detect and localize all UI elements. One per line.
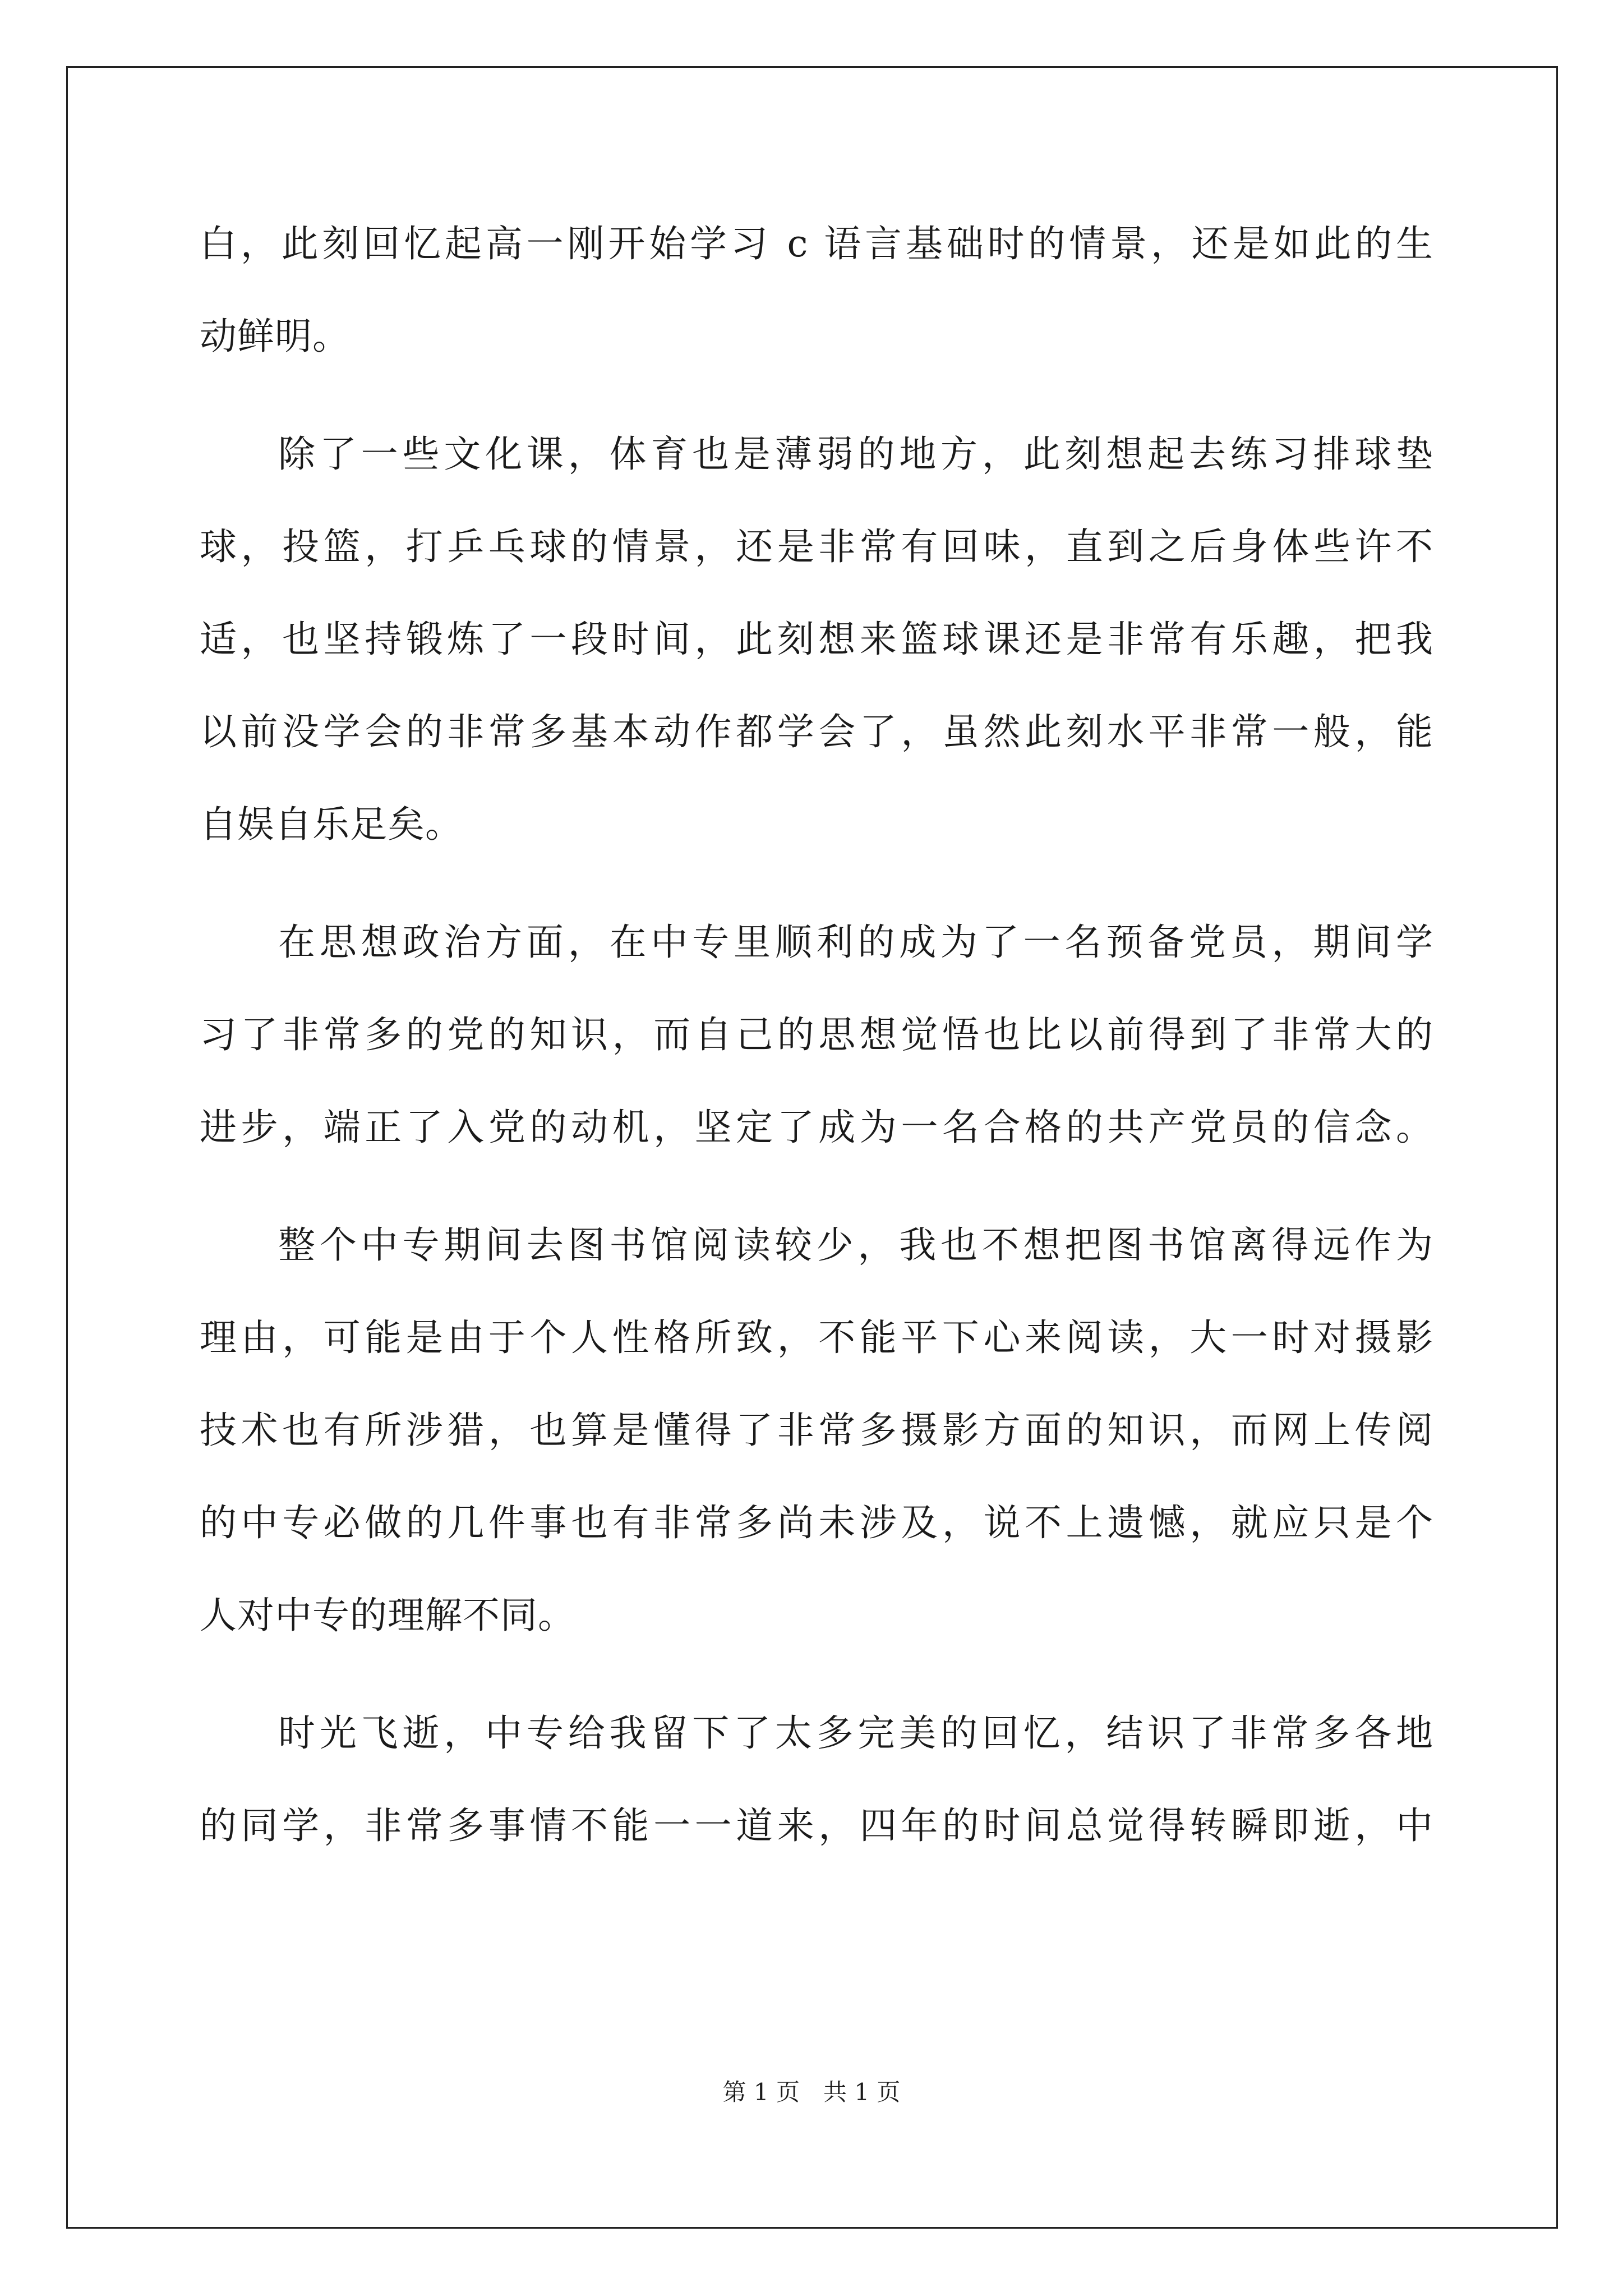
- text-line: 以前没学会的非常多基本动作都学会了，虽然此刻水平非常一般，能: [200, 710, 1433, 753]
- text-line: 习了非常多的党的知识，而自己的思想觉悟也比以前得到了非常大的: [200, 1013, 1433, 1056]
- text-line: 整个中专期间去图书馆阅读较少，我也不想把图书馆离得远作为: [278, 1223, 1433, 1267]
- text-line: 适，也坚持锻炼了一段时间，此刻想来篮球课还是非常有乐趣，把我: [200, 618, 1433, 661]
- text-line: 人对中专的理解不同。: [200, 1594, 575, 1637]
- text-line: 技术也有所涉猎，也算是懂得了非常多摄影方面的知识，而网上传阅: [200, 1409, 1433, 1452]
- text-line: 球，投篮，打乒乓球的情景，还是非常有回味，直到之后身体些许不: [200, 525, 1433, 568]
- page-footer: [0, 2076, 1623, 2109]
- text-line: 在思想政治方面，在中专里顺利的成为了一名预备党员，期间学: [278, 921, 1433, 964]
- text-line: 时光飞逝，中专给我留下了太多完美的回忆，结识了非常多各地: [278, 1711, 1433, 1755]
- text-line: 的同学，非常多事情不能一一道来，四年的时间总觉得转瞬即逝，中: [200, 1804, 1433, 1847]
- text-line: 的中专必做的几件事也有非常多尚未涉及，说不上遗憾，就应只是个: [200, 1501, 1433, 1544]
- text-line: 动鲜明。: [200, 315, 350, 358]
- text-line: 进步，端正了入党的动机，坚定了成为一名合格的共产党员的信念。: [200, 1106, 1433, 1149]
- text-line: 白，此刻回忆起高一刚开始学习 c 语言基础时的情景，还是如此的生: [200, 222, 1433, 265]
- page-total: 共 1 页: [823, 2078, 901, 2106]
- text-line: 除了一些文化课，体育也是薄弱的地方，此刻想起去练习排球垫: [278, 432, 1433, 476]
- text-line: 自娱自乐足矣。: [200, 803, 463, 846]
- page-number: 第 1 页: [722, 2078, 800, 2106]
- text-line: 理由，可能是由于个人性格所致，不能平下心来阅读，大一时对摄影: [200, 1316, 1433, 1359]
